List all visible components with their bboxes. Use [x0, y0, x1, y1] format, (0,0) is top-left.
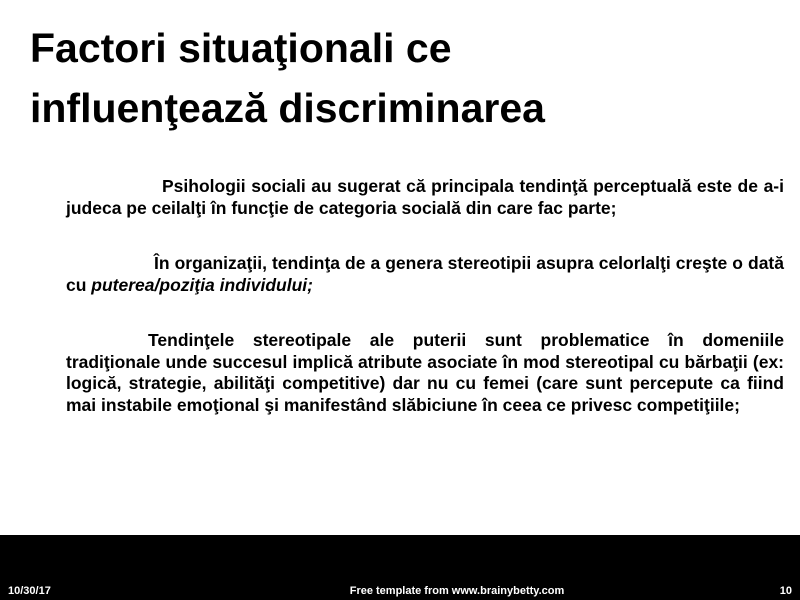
footer-page-number: 10 — [779, 585, 792, 597]
paragraph-2-text: În organizaţii, tendinţa de a genera stereotipii asupra celorlalţi creşte o dată cu — [66, 253, 784, 295]
paragraph-3-text: Tendinţele stereotipale ale puterii sunt problematice în domeniile tradiţionale unde succesul implică atribute asociate în mod stereotipal cu bărbaţii (ex: logică, strategie, abilităţi competitive) dar nu cu femei (care sunt percepute ca fiind mai instabile emoţional şi manifestând slăbiciune în ceea ce privesc competiţiile; — [66, 330, 784, 415]
paragraph-2 — [66, 253, 784, 296]
paragraph-1-text: Psihologii sociali au sugerat că principala tendinţă perceptuală este de a-i judeca pe ceilalţi în funcţie de categoria socială din care fac parte; — [66, 176, 784, 218]
footer-date: 10/30/17 — [8, 585, 51, 597]
slide-body — [66, 176, 784, 450]
paragraph-3 — [66, 330, 784, 416]
footer-template-credit: Free template from www.brainybetty.com — [349, 585, 565, 597]
footer-bar — [0, 535, 800, 600]
paragraph-2-italic-text: puterea/poziţia individului; — [91, 274, 313, 295]
slide-title-line-1: Factori situaţionali ce — [30, 25, 452, 71]
slide-title — [30, 18, 770, 138]
paragraph-1 — [66, 176, 784, 219]
slide-title-line-2: influenţează discriminarea — [30, 85, 545, 131]
